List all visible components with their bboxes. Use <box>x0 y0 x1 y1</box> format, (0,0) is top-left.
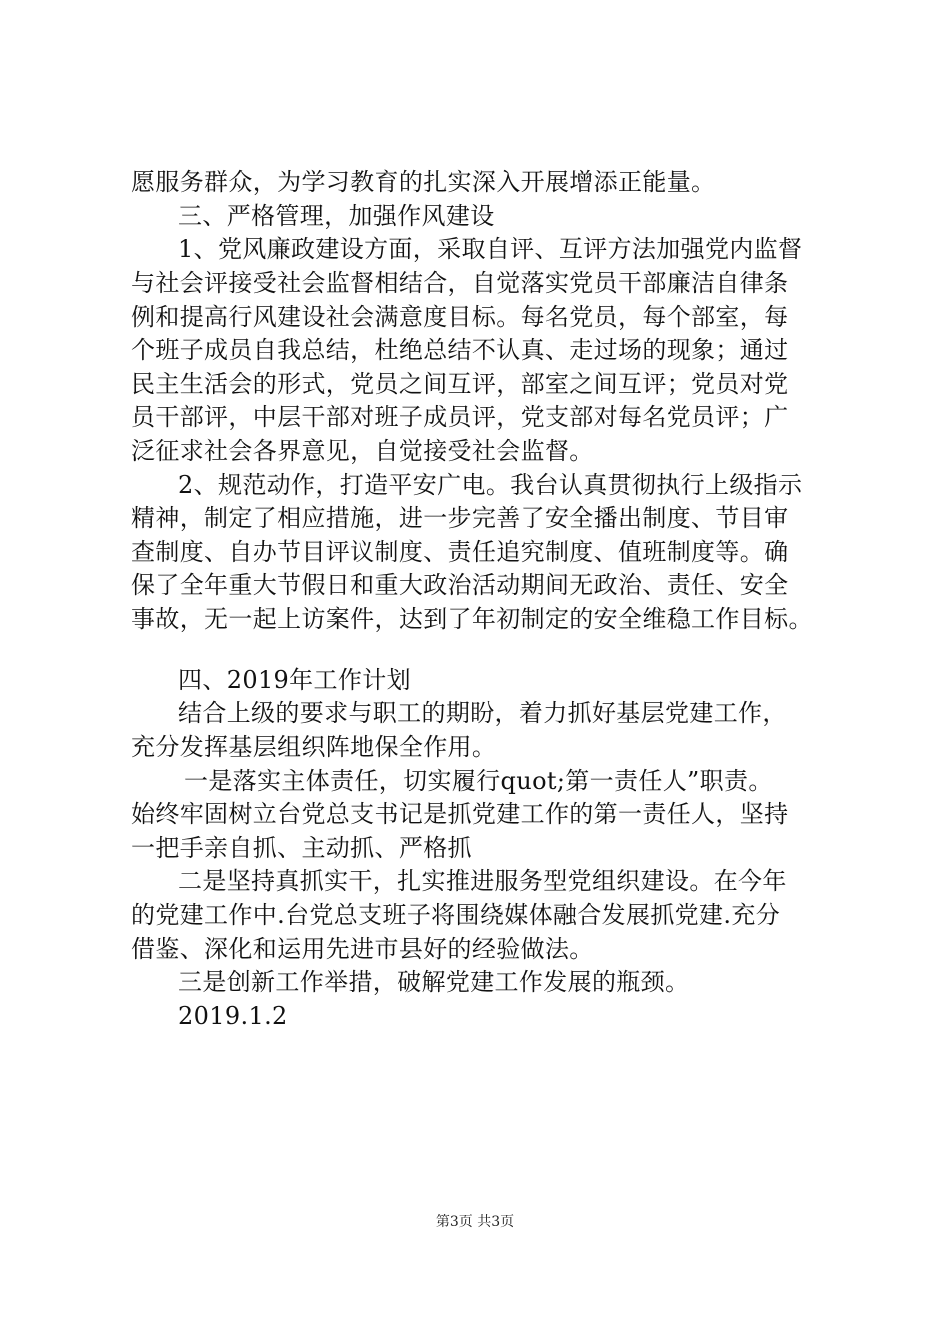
text-line: 员干部评，中层干部对班子成员评，党支部对每名党员评；广 <box>131 403 789 431</box>
text-line: 结合上级的要求与职工的期盼，着力抓好基层党建工作， <box>178 699 787 727</box>
text-line: 与社会评接受社会监督相结合，自觉落实党员干部廉洁自律条 <box>131 269 789 297</box>
text-line: 例和提高行风建设社会满意度目标。每名党员，每个部室，每 <box>131 303 789 331</box>
text-line: 民主生活会的形式，党员之间互评，部室之间互评；党员对党 <box>131 370 789 398</box>
text-line: 的党建工作中.台党总支班子将围绕媒体融合发展抓党建.充分 <box>131 901 781 929</box>
text-line: 查制度、自办节目评议制度、责任追究制度、值班制度等。确 <box>131 538 789 566</box>
text-line: 借鉴、深化和运用先进市县好的经验做法。 <box>131 935 594 963</box>
text-line: 三是创新工作举措，破解党建工作发展的瓶颈。 <box>178 968 690 996</box>
text-line: 始终牢固树立台党总支书记是抓党建工作的第一责任人，坚持 <box>131 800 789 828</box>
text-line: 个班子成员自我总结，杜绝总结不认真、走过场的现象；通过 <box>131 336 789 364</box>
text-line: 二是坚持真抓实干，扎实推进服务型党组织建设。在今年 <box>178 867 787 895</box>
text-line: 精神，制定了相应措施，进一步完善了安全播出制度、节目审 <box>131 504 789 532</box>
text-line: 一把手亲自抓、主动抓、严格抓 <box>131 834 472 862</box>
section-heading: 四、2019年工作计划 <box>178 666 411 694</box>
text-line: 一是落实主体责任，切实履行quot;第一责任人”职责。 <box>184 767 773 795</box>
text-line: 愿服务群众，为学习教育的扎实深入开展增添正能量。 <box>131 168 716 196</box>
text-line: 保了全年重大节假日和重大政治活动期间无政治、责任、安全 <box>131 571 789 599</box>
text-line: 充分发挥基层组织阵地保全作用。 <box>131 733 497 761</box>
text-line: 泛征求社会各界意见，自觉接受社会监督。 <box>131 437 594 465</box>
text-line: 事故，无一起上访案件，达到了年初制定的安全维稳工作目标。 <box>131 605 813 633</box>
section-heading: 三、严格管理，加强作风建设 <box>178 202 495 230</box>
text-line: 1、党风廉政建设方面，采取自评、互评方法加强党内监督 <box>178 235 803 263</box>
document-date: 2019.1.2 <box>178 1002 288 1030</box>
page-number-footer: 第3页 共3页 <box>435 1214 515 1230</box>
text-line: 2、规范动作，打造平安广电。我台认真贯彻执行上级指示 <box>178 471 803 499</box>
